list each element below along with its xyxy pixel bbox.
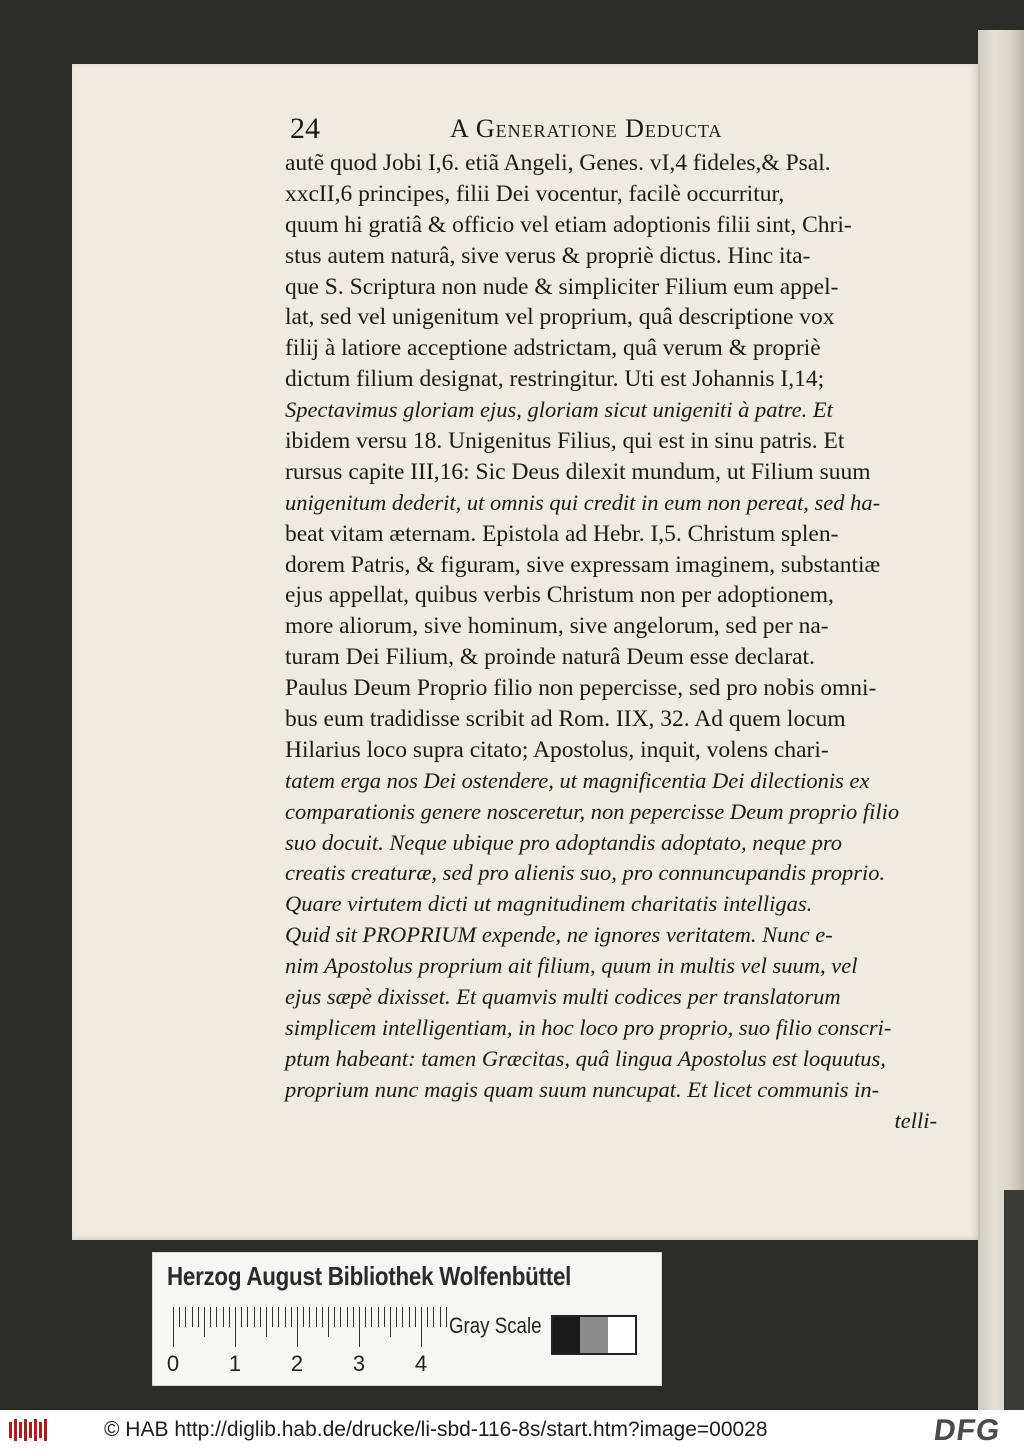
ruler-tick xyxy=(328,1307,329,1337)
ruler-tick xyxy=(223,1307,224,1327)
ruler-tick xyxy=(285,1307,286,1327)
ruler-tick xyxy=(241,1307,242,1327)
ruler-tick xyxy=(421,1307,422,1347)
ruler-tick xyxy=(303,1307,304,1327)
measurement-ruler xyxy=(167,1307,437,1349)
gray-swatch-light xyxy=(608,1317,635,1353)
ruler-tick xyxy=(415,1307,416,1327)
ruler-tick xyxy=(340,1307,341,1327)
ruler-tick xyxy=(198,1307,199,1327)
ruler-tick xyxy=(254,1307,255,1327)
ruler-tick xyxy=(427,1307,428,1327)
ruler-tick xyxy=(384,1307,385,1327)
text-line: creatis creaturæ, sed pro alienis suo, pro connuncupandis proprio. xyxy=(285,860,886,886)
library-name: Herzog August Bibliothek Wolfenbüttel xyxy=(167,1261,572,1291)
library-calibration-card xyxy=(152,1252,662,1386)
ruler-tick xyxy=(247,1307,248,1327)
ruler-tick xyxy=(446,1307,447,1327)
ruler-tick xyxy=(278,1307,279,1327)
ruler-tick xyxy=(235,1307,236,1347)
text-line: lat, sed vel unigenitum vel proprium, quâ descriptione vox xyxy=(285,304,835,331)
text-line: Quare virtutem dicti ut magnitudinem charitatis intelligas. xyxy=(285,891,813,917)
text-line: Hilarius loco supra citato; Apostolus, inquit, volens chari- xyxy=(285,736,829,763)
ruler-tick xyxy=(185,1307,186,1327)
text-line: suo docuit. Neque ubique pro adoptandis adoptato, neque pro xyxy=(285,829,843,855)
ruler-tick xyxy=(173,1307,174,1347)
ruler-tick xyxy=(353,1307,354,1327)
ruler-tick xyxy=(266,1307,267,1337)
text-line: stus autem naturâ, sive verus & propriè dictus. Hinc ita- xyxy=(285,242,811,269)
catchword: telli- xyxy=(894,1107,937,1133)
scan-border xyxy=(1004,1190,1024,1410)
text-line: rursus capite III,16: Sic Deus dilexit mundum, ut Filium suum xyxy=(285,458,871,485)
text-line: more aliorum, sive hominum, sive angelorum, sed per na- xyxy=(285,613,829,640)
text-line: quum hi gratiâ & officio vel etiam adoptionis filii sint, Chri- xyxy=(285,211,852,238)
ruler-tick xyxy=(440,1307,441,1327)
ruler-tick xyxy=(433,1307,434,1327)
text-line: Quid sit PROPRIUM expende, ne ignores veritatem. Nunc e- xyxy=(285,922,833,948)
gray-scale-label: Gray Scale xyxy=(449,1313,542,1338)
ruler-tick xyxy=(396,1307,397,1327)
ruler-tick xyxy=(309,1307,310,1327)
ruler-tick xyxy=(179,1307,180,1327)
text-line: que S. Scriptura non nude & simpliciter Filium eum appel- xyxy=(285,273,839,300)
text-line: Paulus Deum Proprio filio non pepercisse, sed pro nobis omni- xyxy=(285,675,877,702)
ruler-tick xyxy=(390,1307,391,1337)
text-line: ibidem versu 18. Unigenitus Filius, qui est in sinu patris. Et xyxy=(285,428,845,455)
gray-swatch-dark xyxy=(553,1317,580,1353)
text-line: ptum habeant: tamen Græcitas, quâ lingua Apostolus est loquutus, xyxy=(285,1045,886,1071)
ruler-tick xyxy=(204,1307,205,1337)
text-line: tatem erga nos Dei ostendere, ut magnificentia Dei dilectionis ex xyxy=(285,767,870,793)
ruler-number: 0 xyxy=(166,1351,180,1376)
page-number: 24 xyxy=(290,112,320,145)
text-line: xxcII,6 principes, filii Dei vocentur, facilè occurritur, xyxy=(285,180,785,207)
ruler-number: 3 xyxy=(352,1351,366,1376)
text-line: ejus sæpè dixisset. Et quamvis multi codices per translatorum xyxy=(285,984,841,1010)
running-head: A Generatione Deducta xyxy=(450,114,723,143)
dfg-logo: DFG xyxy=(931,1414,1003,1447)
ruler-number: 2 xyxy=(290,1351,304,1376)
text-line: comparationis genere nosceretur, non pepercisse Deum proprio filio xyxy=(285,798,900,824)
gray-swatch-mid xyxy=(580,1317,607,1353)
text-line: beat vitam æternam. Epistola ad Hebr. I,5. Christum splen- xyxy=(285,520,839,547)
ruler-tick xyxy=(210,1307,211,1327)
ruler-tick xyxy=(359,1307,360,1347)
ruler-tick xyxy=(334,1307,335,1327)
text-line: unigenitum dederit, ut omnis qui credit in eum non pereat, sed ha- xyxy=(285,489,881,515)
ruler-tick xyxy=(260,1307,261,1327)
page-body-text xyxy=(285,148,937,1137)
ruler-tick xyxy=(347,1307,348,1327)
footer-bar xyxy=(0,1410,1024,1450)
ruler-tick xyxy=(216,1307,217,1327)
ruler-tick xyxy=(378,1307,379,1327)
text-line: dictum filium designat, restringitur. Uti est Johannis I,14; xyxy=(285,366,825,393)
gray-scale-swatches xyxy=(551,1315,637,1355)
ruler-tick xyxy=(322,1307,323,1327)
ruler-tick xyxy=(402,1307,403,1327)
ruler-tick xyxy=(365,1307,366,1327)
ruler-tick xyxy=(272,1307,273,1327)
ruler-tick xyxy=(291,1307,292,1327)
ruler-tick xyxy=(409,1307,410,1327)
hab-logo-icon xyxy=(8,1416,48,1444)
text-line: proprium nunc magis quam suum nuncupat. Et licet communis in- xyxy=(285,1076,880,1102)
ruler-tick xyxy=(229,1307,230,1327)
page-header xyxy=(290,112,830,148)
text-line: autẽ quod Jobi I,6. etiã Angeli, Genes. vI,4 fideles,& Psal. xyxy=(285,150,831,176)
ruler-tick xyxy=(316,1307,317,1327)
ruler-number: 4 xyxy=(414,1351,428,1376)
text-line: dorem Patris, & figuram, sive expressam imaginem, substantiæ xyxy=(285,551,881,578)
text-line: simplicem intelligentiam, in hoc loco pro proprio, suo filio conscri- xyxy=(285,1014,892,1040)
text-line: Spectavimus gloriam ejus, gloriam sicut unigeniti à patre. Et xyxy=(285,397,833,423)
text-line: bus eum tradidisse scribit ad Rom. IIX, 32. Ad quem locum xyxy=(285,706,846,733)
text-line: nim Apostolus proprium ait filium, quum in multis vel suum, vel xyxy=(285,953,858,979)
text-line: filij à latiore acceptione adstrictam, quâ verum & propriè xyxy=(285,335,821,362)
ruler-tick xyxy=(297,1307,298,1347)
ruler-tick xyxy=(192,1307,193,1327)
ruler-numbers xyxy=(163,1351,463,1379)
ruler-number: 1 xyxy=(228,1351,242,1376)
copyright-url-text: © HAB http://diglib.hab.de/drucke/li-sbd-116-8s/start.htm?image=00028 xyxy=(104,1418,768,1441)
ruler-tick xyxy=(371,1307,372,1327)
text-line: turam Dei Filium, & proinde naturâ Deum esse declarat. xyxy=(285,644,815,671)
text-line: ejus appellat, quibus verbis Christum non per adoptionem, xyxy=(285,582,834,609)
